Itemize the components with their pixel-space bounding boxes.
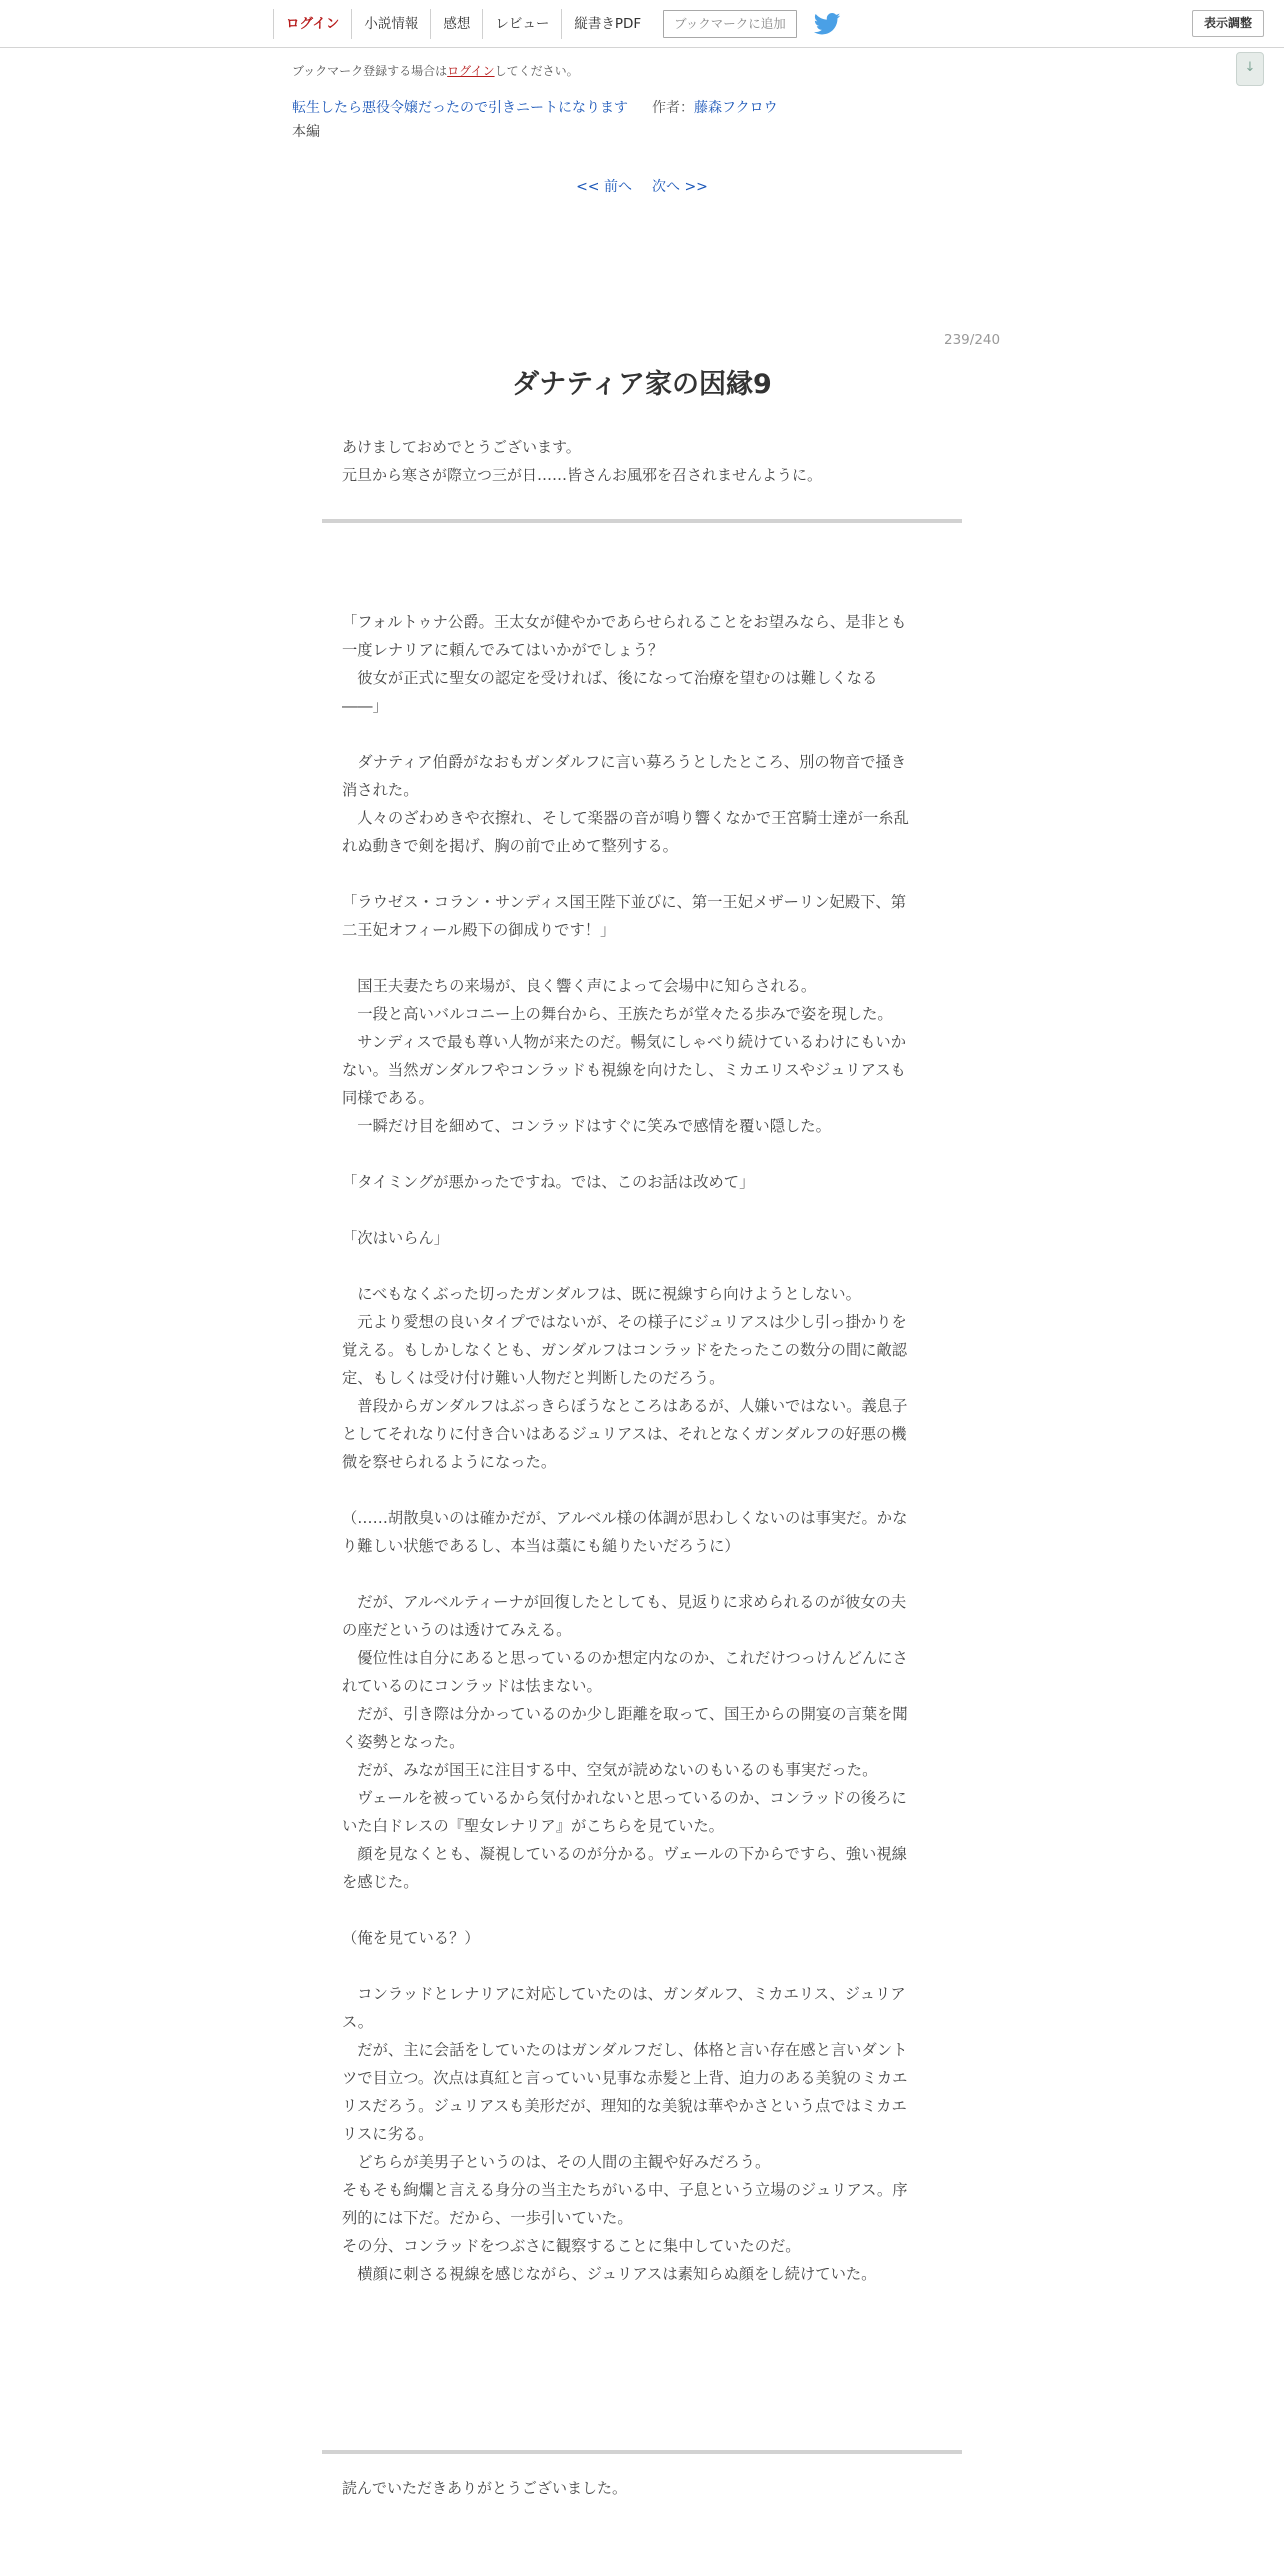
body-line: 一段と高いバルコニー上の舞台から、王族たちが堂々たる歩みで姿を現した。 <box>342 1005 893 1023</box>
body-line: 優位性は自分にあると思っているのか想定内なのか、これだけつっけんどんにさ <box>342 1649 908 1667</box>
body-line: コンラッドとレナリアに対応していたのは、ガンダルフ、ミカエリス、ジュリア <box>342 1985 906 2003</box>
episode-counter: 239/240 <box>944 332 1001 348</box>
body-line: 定、もしくは受け付け難い人物だと判断したのだろう。 <box>342 1369 725 1387</box>
body-line: だが、引き際は分かっているのか少し距離を取って、国王からの開宴の言葉を聞 <box>342 1705 908 1723</box>
body-line <box>342 1896 942 1924</box>
preface-line: 元旦から寒さが際立つ三が日……皆さんお風邪を召されませんように。 <box>342 466 823 484</box>
body-line: 「タイミングが悪かったですね。では、このお話は改めて」 <box>342 1173 755 1191</box>
body-line: 列的には下だ。だから、一歩引いていた。 <box>342 2209 633 2227</box>
novel-info <box>292 97 778 117</box>
body-line: れているのにコンラッドは怯まない。 <box>342 1677 602 1695</box>
body-line: としてそれなりに付き合いはあるジュリアスは、それとなくガンダルフの好悪の機 <box>342 1425 907 1443</box>
body-line: だが、みなが国王に注目する中、空気が読めないのもいるのも事実だった。 <box>342 1761 878 1779</box>
afterword-divider <box>322 2450 962 2454</box>
body-line: 国王夫妻たちの来場が、良く響く声によって会場中に知らされる。 <box>342 977 817 995</box>
body-line: 人々のざわめきや衣擦れ、そして楽器の音が鳴り響くなかで王宮騎士達が一糸乱 <box>342 809 909 827</box>
body-line: 「次はいらん」 <box>342 1229 450 1247</box>
body-line: れぬ動きで剣を掲げ、胸の前で止めて整列する。 <box>342 837 678 855</box>
body-line: 彼女が正式に聖女の認定を受ければ、後になって治療を望むのは難しくなる <box>342 669 878 687</box>
nav-review[interactable]: レビュー <box>482 9 561 39</box>
prev-page-link[interactable]: << 前へ <box>576 179 632 195</box>
preface-line: あけましておめでとうございます。 <box>342 438 581 456</box>
body-line: リスだろう。ジュリアスも美形だが、理知的な美貌は華やかさという点ではミカエ <box>342 2097 907 2115</box>
body-line <box>342 1476 942 1504</box>
body-line <box>342 1140 942 1168</box>
twitter-icon[interactable] <box>813 13 841 35</box>
body-line: 微を察せられるようになった。 <box>342 1453 557 1471</box>
preface <box>342 433 822 489</box>
body-line: いた白ドレスの『聖女レナリア』がこちらを見ていた。 <box>342 1817 724 1835</box>
body-line <box>342 1952 942 1980</box>
nav-novel-info[interactable]: 小説情報 <box>351 9 430 39</box>
body-line: ス。 <box>342 2013 374 2031</box>
body-line: 消された。 <box>342 781 419 799</box>
author-label: 作者： <box>652 100 694 116</box>
body-line: その分、コンラッドをつぶさに観察することに集中していたのだ。 <box>342 2237 801 2255</box>
pager <box>0 176 1284 196</box>
body-line <box>342 860 942 888</box>
top-nav <box>273 8 841 40</box>
body-line: にべもなくぶった切ったガンダルフは、既に視線すら向けようとしない。 <box>342 1285 861 1303</box>
body-line: り難しい状態であるし、本当は藁にも縋りたいだろうに） <box>342 1537 740 1555</box>
body-line: 元より愛想の良いタイプではないが、その様子にジュリアスは少し引っ掛かりを <box>342 1313 907 1331</box>
body-line: ヴェールを被っているから気付かれないと思っているのか、コンラッドの後ろに <box>342 1789 907 1807</box>
nav-vertical-pdf[interactable]: 縦書きPDF <box>561 9 653 39</box>
body-line: く姿勢となった。 <box>342 1733 465 1751</box>
body-line: 顔を見なくとも、凝視しているのが分かる。ヴェールの下からですら、強い視線 <box>342 1845 907 1863</box>
body-line: 覚える。もしかしなくとも、ガンダルフはコンラッドをたったこの数分の間に敵認 <box>342 1341 908 1359</box>
body-line: 「フォルトゥナ公爵。王太女が健やかであらせられることをお望みなら、是非とも <box>342 613 907 631</box>
nav-impressions[interactable]: 感想 <box>430 9 482 39</box>
body-line: （……胡散臭いのは確かだが、アルベル様の体調が思わしくないのは事実だ。かな <box>342 1509 908 1527</box>
body-line: 「ラウゼス・コラン・サンディス国王陛下並びに、第一王妃メザーリン妃殿下、第 <box>342 893 906 911</box>
author-link[interactable]: 藤森フクロウ <box>694 100 778 116</box>
body-line: 二王妃オフィール殿下の御成りです！」 <box>342 921 616 939</box>
chapter-title: ダナティア家の因縁9 <box>512 369 772 400</box>
chapter-body <box>342 608 942 2288</box>
body-line: 同様である。 <box>342 1089 434 1107</box>
body-line: ない。当然ガンダルフやコンラッドも視線を向けたし、ミカエリスやジュリアスも <box>342 1061 906 1079</box>
section-name: 本編 <box>292 124 320 140</box>
preface-divider <box>322 519 962 523</box>
bookmark-note-before: ブックマーク登録する場合は <box>292 64 448 78</box>
body-line: そもそも絢爛と言える身分の当主たちがいる中、子息という立場のジュリアス。序 <box>342 2181 908 2199</box>
add-bookmark-button[interactable]: ブックマークに追加 <box>663 10 797 38</box>
body-line: ダナティア伯爵がなおもガンダルフに言い募ろうとしたところ、別の物音で掻き <box>342 753 907 771</box>
body-line <box>342 944 942 972</box>
body-line: ――」 <box>342 697 388 715</box>
body-line: だが、主に会話をしていたのはガンダルフだし、体格と言い存在感と言いダント <box>342 2041 908 2059</box>
body-line <box>342 1196 942 1224</box>
body-line <box>342 1252 942 1280</box>
body-line: を感じた。 <box>342 1873 419 1891</box>
bookmark-login-link[interactable]: ログイン <box>447 64 495 78</box>
body-line: だが、アルベルティーナが回復したとしても、見返りに求められるのが彼女の夫 <box>342 1593 907 1611</box>
body-line: 普段からガンダルフはぶっきらぼうなところはあるが、人嫌いではない。義息子 <box>342 1397 908 1415</box>
body-line: リスに劣る。 <box>342 2125 434 2143</box>
bookmark-note-after: してください。 <box>494 64 579 78</box>
scroll-down-button[interactable]: ↓ <box>1236 52 1264 86</box>
body-line: の座だというのは透けてみえる。 <box>342 1621 572 1639</box>
afterword: 読んでいただきありがとうございました。 <box>342 2479 628 2497</box>
body-line: 一瞬だけ目を細めて、コンラッドはすぐに笑みで感情を覆い隠した。 <box>342 1117 831 1135</box>
display-settings-button[interactable]: 表示調整 <box>1192 10 1264 37</box>
body-line <box>342 720 942 748</box>
top-bar <box>0 0 1284 48</box>
body-line: サンディスで最も尊い人物が来たのだ。暢気にしゃべり続けているわけにもいか <box>342 1033 906 1051</box>
nav-login[interactable]: ログイン <box>273 9 351 39</box>
body-line <box>342 1560 942 1588</box>
body-line: ツで目立つ。次点は真紅と言っていい見事な赤髪と上背、迫力のある美貌のミカエ <box>342 2069 908 2087</box>
novel-title-link[interactable]: 転生したら悪役令嬢だったので引きニートになります <box>292 100 628 116</box>
body-line: （俺を見ている？） <box>342 1929 480 1947</box>
body-line: どちらが美男子というのは、その人間の主観や好みだろう。 <box>342 2153 771 2171</box>
body-line: 横顔に刺さる視線を感じながら、ジュリアスは素知らぬ顔をし続けていた。 <box>342 2265 877 2283</box>
bookmark-note <box>292 62 579 79</box>
body-line: 一度レナリアに頼んでみてはいかがでしょう？ <box>342 641 664 659</box>
next-page-link[interactable]: 次へ >> <box>652 179 708 195</box>
